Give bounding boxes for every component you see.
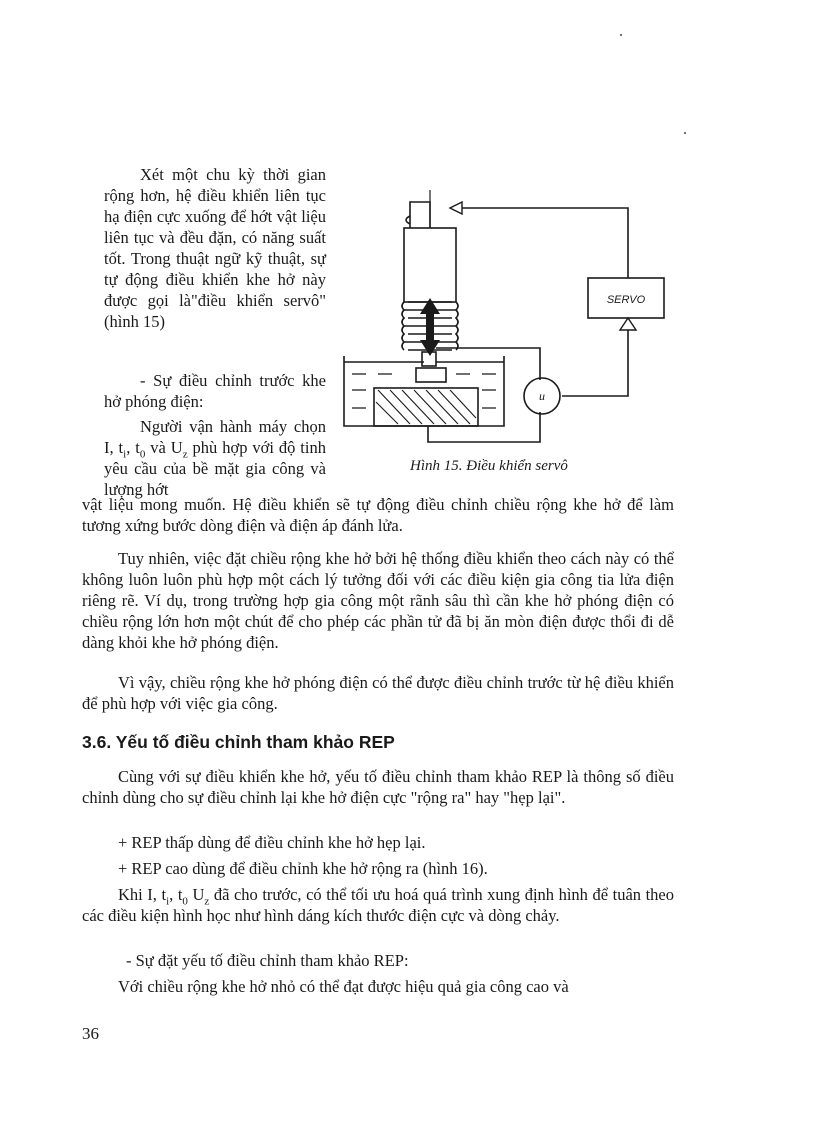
- page-number: 36: [82, 1024, 99, 1043]
- workpiece: [374, 388, 478, 426]
- paragraph-operator-selection: [104, 416, 326, 500]
- paragraph-small-gap: Với chiều rộng khe hở nhỏ có thể đạt được hiệu quả gia công cao và: [118, 977, 569, 996]
- section-heading: 3.6. Yếu tố điều chỉnh tham khảo REP: [82, 732, 395, 752]
- scan-speck: [620, 34, 622, 36]
- subscript: z: [204, 895, 210, 908]
- paragraph-auto-control: vật liệu mong muốn. Hệ điều khiển sẽ tự động điều chỉnh chiều rộng khe hở để làm tương xứng bước dòng điện và điện áp đánh lửa.: [82, 495, 674, 535]
- text-run: U: [187, 885, 205, 904]
- text-run: đã cho trước, có thể tối ưu hoá quá trình xung định hình để tuân theo các điều kiện hình học như hình dáng kích thước điện cực và dòng chảy.: [82, 885, 674, 925]
- text-run: Người vận hành máy chọn I, t: [104, 417, 326, 457]
- paragraph-pulse-optimization: [82, 884, 674, 926]
- text-run: phù hợp với độ tinh yêu cầu của bề mặt gia công và lượng hớt: [104, 438, 326, 499]
- subscript: i: [123, 448, 127, 461]
- paragraph-gap-preset-heading: - Sự điều chỉnh trước khe hở phóng điện:: [104, 371, 326, 411]
- workpiece-hatching: [376, 390, 476, 424]
- text-run: và U: [145, 438, 183, 457]
- arrow-into-electrode: [450, 202, 462, 214]
- servo-label: SERVO: [606, 294, 646, 306]
- text-run: , t: [126, 438, 140, 457]
- subscript: z: [182, 448, 188, 461]
- wire-spindle-to-u: [436, 348, 540, 380]
- text-run: , t: [169, 885, 183, 904]
- arrow-into-servo: [620, 318, 636, 330]
- paragraph-rep-setting: - Sự đặt yếu tố điều chỉnh tham khảo REP:: [126, 951, 409, 970]
- u-label: u: [539, 389, 545, 403]
- paragraph-rep-high: + REP cao dùng để điều chỉnh khe hở rộng ra (hình 16).: [118, 859, 488, 878]
- text-run: Khi I, t: [118, 885, 167, 904]
- paragraph-rep-intro: Cùng với sự điều khiển khe hở, yếu tố điều chỉnh tham khảo REP là thông số điều chỉnh dùng cho sự điều chỉnh lại khe hở điện cực "rộng ra" hay "hẹp lại".: [82, 767, 674, 807]
- servo-control-diagram: [338, 190, 674, 452]
- electrode-holder: [404, 228, 456, 302]
- subscript: 0: [139, 448, 146, 461]
- wire-to-servo: [456, 208, 628, 278]
- paragraph-servo-intro: Xét một chu kỳ thời gian rộng hơn, hệ điều khiển liên tục hạ điện cực xuống để hớt vật liệu liên tục và đều đặn, có năng suất tốt. Trong thuật ngữ kỹ thuật, sự tự động điều khiển khe hở này được gọi là"điều khiển servô" (hình 15): [104, 165, 326, 331]
- wire-tank-to-u: [428, 412, 540, 442]
- electrode-clamp: [410, 202, 430, 228]
- scan-speck: [684, 132, 686, 134]
- subscript: i: [166, 895, 170, 908]
- wire-u-to-servo: [562, 330, 628, 396]
- paragraph-limitations: Tuy nhiên, việc đặt chiều rộng khe hở bởi hệ thống điều khiển theo cách này có thể không luôn luôn phù hợp một cách lý tưởng đối với các điều kiện gia công tia lửa điện riêng rẽ. Ví dụ, trong trường hợp gia công một rãnh sâu thì cần khe hở phóng điện có chiều rộng lớn hơn một chút để cho phép các phần tử đã bị ăn mòn điện được thổi đi dễ dàng khỏi khe hở phóng điện.: [82, 549, 674, 652]
- electrode-tip: [416, 368, 446, 382]
- figure-caption: Hình 15. Điều khiển servô: [410, 458, 568, 474]
- paragraph-preset-conclusion: Vì vậy, chiều rộng khe hở phóng điện có thể được điều chỉnh trước từ hệ điều khiển để phù hợp với việc gia công.: [82, 673, 674, 713]
- paragraph-rep-low: + REP thấp dùng để điều chỉnh khe hở hẹp lại.: [118, 833, 426, 852]
- subscript: 0: [182, 895, 188, 908]
